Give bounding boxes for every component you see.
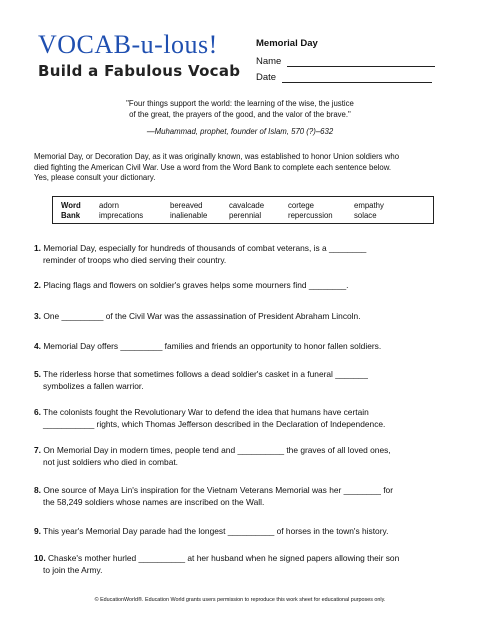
word-bank-word: repercussion bbox=[288, 211, 333, 220]
question-number: 10. bbox=[34, 553, 46, 563]
name-field[interactable] bbox=[256, 56, 435, 67]
question-text: The colonists fought the Revolutionary War to defend the idea that humans have certain bbox=[41, 407, 369, 417]
question-text: Placing flags and flowers on soldier's graves helps some mourners find ________. bbox=[41, 280, 349, 290]
question-number: 8. bbox=[34, 485, 41, 495]
question-text: the 58,249 soldiers whose names are inscribed on the Wall. bbox=[43, 496, 265, 507]
question-text: On Memorial Day in modern times, people tend and __________ the graves of all loved ones, bbox=[41, 445, 391, 455]
question-text: to join the Army. bbox=[43, 564, 103, 575]
word-bank-word: bereaved bbox=[170, 201, 203, 210]
question-item bbox=[34, 311, 454, 323]
instructions bbox=[34, 152, 454, 184]
question-item bbox=[34, 341, 454, 353]
word-bank-label bbox=[61, 201, 101, 221]
name-line[interactable] bbox=[287, 57, 435, 67]
question-item bbox=[34, 243, 454, 266]
question-number: 5. bbox=[34, 369, 41, 379]
quote-line: "Four things support the world: the learning of the wise, the justice bbox=[126, 99, 354, 108]
question-text: This year's Memorial Day parade had the longest __________ of horses in the town's history. bbox=[41, 526, 389, 536]
worksheet-title: Memorial Day bbox=[256, 38, 318, 49]
word-bank-word: solace bbox=[354, 211, 377, 220]
question-text: ___________ rights, which Thomas Jefferson described in the Declaration of Independence. bbox=[43, 418, 386, 429]
question-item bbox=[34, 485, 454, 508]
word-bank bbox=[52, 196, 434, 224]
question-number: 9. bbox=[34, 526, 41, 536]
question-text: The riderless horse that sometimes follows a dead soldier's casket in a funeral _______ bbox=[41, 369, 368, 379]
vocab-logo-subtitle: Build a Fabulous Vocab bbox=[38, 62, 241, 80]
quote bbox=[60, 98, 420, 120]
question-item bbox=[34, 445, 454, 468]
question-text: One _________ of the Civil War was the assassination of President Abraham Lincoln. bbox=[41, 311, 361, 321]
question-item bbox=[34, 553, 454, 576]
question-text: not just soldiers who died in combat. bbox=[43, 456, 179, 467]
date-label: Date bbox=[256, 72, 277, 83]
question-number: 4. bbox=[34, 341, 41, 351]
word-bank-word: cortege bbox=[288, 201, 315, 210]
question-item bbox=[34, 280, 454, 292]
question-number: 3. bbox=[34, 311, 41, 321]
word-bank-word: imprecations bbox=[99, 211, 144, 220]
question-number: 2. bbox=[34, 280, 41, 290]
word-bank-word: adorn bbox=[99, 201, 119, 210]
word-bank-word: cavalcade bbox=[229, 201, 265, 210]
question-item bbox=[34, 407, 454, 430]
question-text: Memorial Day, especially for hundreds of thousands of combat veterans, is a ________ bbox=[41, 243, 367, 253]
copyright-footer: © EducationWorld®. Education World grants users permission to reproduce this work sheet for educational purposes only. bbox=[94, 597, 386, 603]
instructions-line: Memorial Day, or Decoration Day, as it was originally known, was established to honor Union soldiers who bbox=[34, 152, 400, 161]
word-bank-label-line: Bank bbox=[61, 211, 81, 220]
instructions-line: Yes, please consult your dictionary. bbox=[34, 173, 156, 182]
question-text: Memorial Day offers _________ families and friends an opportunity to honor fallen soldiers. bbox=[41, 341, 382, 351]
question-text: One source of Maya Lin's inspiration for the Vietnam Veterans Memorial was her ________ for bbox=[41, 485, 393, 495]
word-bank-word: perennial bbox=[229, 211, 262, 220]
word-bank-label-line: Word bbox=[61, 201, 81, 210]
date-line[interactable] bbox=[282, 73, 432, 83]
question-text: reminder of troops who died serving their country. bbox=[43, 254, 227, 265]
instructions-line: died fighting the American Civil War. Use a word from the Word Bank to complete each sentence below. bbox=[34, 162, 392, 172]
word-bank-word: empathy bbox=[354, 201, 384, 210]
question-text: symbolizes a fallen warrior. bbox=[43, 380, 144, 391]
quote-line: of the great, the prayers of the good, and the valor of the brave." bbox=[129, 110, 351, 119]
date-field[interactable] bbox=[256, 72, 432, 83]
question-number: 6. bbox=[34, 407, 41, 417]
question-number: 1. bbox=[34, 243, 41, 253]
word-bank-word: inalienable bbox=[170, 211, 208, 220]
quote-attribution: —Muhammad, prophet, founder of Islam, 570 (?)–632 bbox=[146, 127, 334, 136]
question-item bbox=[34, 526, 454, 538]
question-item bbox=[34, 369, 454, 392]
name-label: Name bbox=[256, 56, 282, 67]
question-text: Chaske's mother hurled __________ at her husband when he signed papers allowing their son bbox=[45, 553, 400, 563]
question-number: 7. bbox=[34, 445, 41, 455]
vocab-logo-title: VOCAB-u-lous! bbox=[38, 30, 218, 59]
